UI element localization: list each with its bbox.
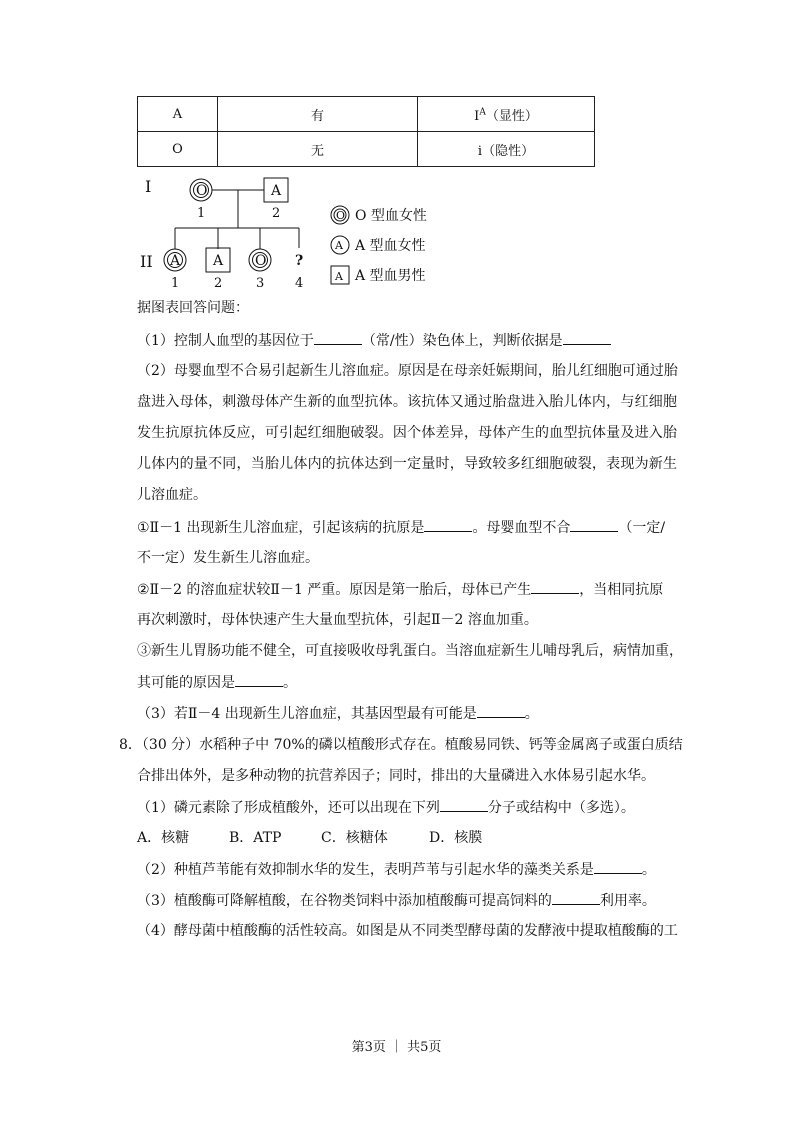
options-line — [137, 828, 677, 848]
id-label: 1 — [171, 276, 180, 291]
text-line: 儿体内的量不同，当胎儿体内的抗体达到一定量时，导致较多红细胞破裂，表现为新生 — [137, 456, 677, 472]
legend-label: O 型血女性 — [355, 208, 427, 224]
text-line: （2）母婴血型不合易引起新生儿溶血症。原因是在母亲妊娠期间，胎儿红细胞可通过胎 — [137, 363, 678, 379]
text-line — [137, 517, 677, 537]
id-label: 2 — [272, 206, 281, 221]
generation-label: II — [140, 252, 153, 271]
answer-blank — [531, 579, 579, 594]
symbol-label: O — [255, 253, 267, 269]
text-line: 盘进入母体，刺激母体产生新的血型抗体。该抗体又通过胎盘进入胎儿体内，与红细胞 — [137, 394, 677, 410]
answer-blank — [235, 672, 283, 687]
table-row — [138, 97, 595, 132]
symbol-label: A — [335, 239, 343, 252]
id-label: 1 — [197, 206, 206, 221]
unknown-label: ? — [295, 253, 304, 269]
id-label: 2 — [214, 276, 223, 291]
text: （3）若Ⅱ－4 出现新生儿溶血症，其基因型最有可能是 — [137, 706, 477, 722]
text-line: 不一定）发生新生儿溶血症。 — [137, 550, 319, 566]
text-line: 再次刺激时，母体快速产生大量血型抗体，引起Ⅱ－2 溶血加重。 — [137, 612, 538, 628]
allele-note: （显性） — [485, 108, 538, 124]
answer-blank — [570, 517, 618, 532]
text-line — [137, 859, 677, 879]
pedigree-diagram — [137, 170, 457, 292]
answer-blank — [552, 890, 600, 905]
table-cell: O — [138, 132, 218, 167]
option-a: A．核糖 — [137, 830, 190, 846]
answer-blank — [563, 330, 611, 345]
id-label: 4 — [295, 276, 304, 291]
symbol-label: O — [336, 209, 346, 222]
legend-label: A 型血女性 — [355, 238, 426, 254]
text-line — [137, 330, 677, 350]
text: ①Ⅱ－1 出现新生儿溶血症，引起该病的抗原是 — [137, 520, 425, 536]
text-line — [137, 298, 677, 318]
text: 据图表回答问题： — [137, 300, 249, 316]
option-c: C．核糖体 — [321, 830, 388, 846]
text-line: 儿溶血症。 — [137, 487, 207, 503]
text: 其可能的原因是 — [137, 675, 235, 691]
text: （1）磷元素除了形成植酸外，还可以出现在下列 — [137, 800, 440, 816]
answer-blank — [477, 703, 525, 718]
table-cell — [418, 97, 595, 132]
option-b: B．ATP — [229, 830, 282, 846]
table-cell: 有 — [218, 97, 418, 132]
text: 。 — [524, 706, 539, 722]
symbol-label: A — [271, 183, 282, 199]
answer-blank — [440, 797, 488, 812]
text-line: 发生抗原抗体反应，可引起红细胞破裂。因个体差异，母体产生的血型抗体量及进入胎 — [137, 425, 677, 441]
symbol-label: O — [196, 183, 208, 199]
answer-blank — [594, 859, 642, 874]
text: （一定/ — [618, 520, 666, 536]
symbol-label: A — [170, 253, 181, 269]
text-line — [137, 672, 677, 692]
text-line — [137, 890, 677, 910]
text-line — [137, 797, 677, 817]
table-cell: i（隐性） — [418, 132, 595, 167]
allele-sup: A — [479, 107, 486, 118]
text-line — [137, 579, 677, 599]
answer-blank — [314, 330, 362, 345]
allele: I — [474, 108, 480, 124]
table-row — [138, 132, 595, 167]
text: 。 — [641, 862, 656, 878]
text-line: （4）酵母菌中植酸酶的活性较高。如图是从不同类型酵母菌的发酵液中提取植酸酶的工 — [137, 923, 678, 939]
text: 利用率。 — [599, 893, 656, 909]
text: 分子或结构中（多选）。 — [487, 800, 635, 816]
text-line: ③新生儿胃肠功能不健全，可直接吸收母乳蛋白。当溶血症新生儿哺母乳后，病情加重， — [137, 643, 683, 659]
symbol-label: A — [213, 253, 224, 269]
text: ，当相同抗原 — [579, 582, 664, 598]
answer-blank — [424, 517, 472, 532]
legend-label: A 型血男性 — [355, 268, 426, 284]
text: （2）种植芦苇能有效抑制水华的发生，表明芦苇与引起水华的藻类关系是 — [137, 862, 594, 878]
symbol-label: A — [335, 270, 343, 283]
text: （3）植酸酶可降解植酸，在谷物类饲料中添加植酸酶可提高饲料的 — [137, 893, 552, 909]
page-footer: 第3页 ｜ 共5页 — [351, 1040, 442, 1055]
text-line: 合排出体外，是多种动物的抗营养因子；同时，排出的大量磷进入水体易引起水华。 — [137, 768, 655, 784]
text: ②Ⅱ－2 的溶血症状较Ⅱ－1 严重。原因是第一胎后，母体已产生 — [137, 582, 532, 598]
table-cell: A — [138, 97, 218, 132]
option-d: D．核膜 — [429, 830, 483, 846]
text: 。母婴血型不合 — [472, 520, 571, 536]
id-label: 3 — [256, 276, 265, 291]
text: （1）控制人血型的基因位于 — [137, 333, 314, 349]
table-cell: 无 — [218, 132, 418, 167]
question-8-line: 8．（30 分）水稻种子中 70%的磷以植酸形式存在。植酸易同铁、钙等金属离子或蛋白质结 — [119, 737, 683, 753]
text: 。 — [283, 675, 297, 691]
blood-type-table — [137, 96, 595, 167]
text: （常/性）染色体上，判断依据是 — [361, 333, 563, 349]
text-line — [137, 703, 677, 723]
generation-label: I — [145, 177, 152, 196]
